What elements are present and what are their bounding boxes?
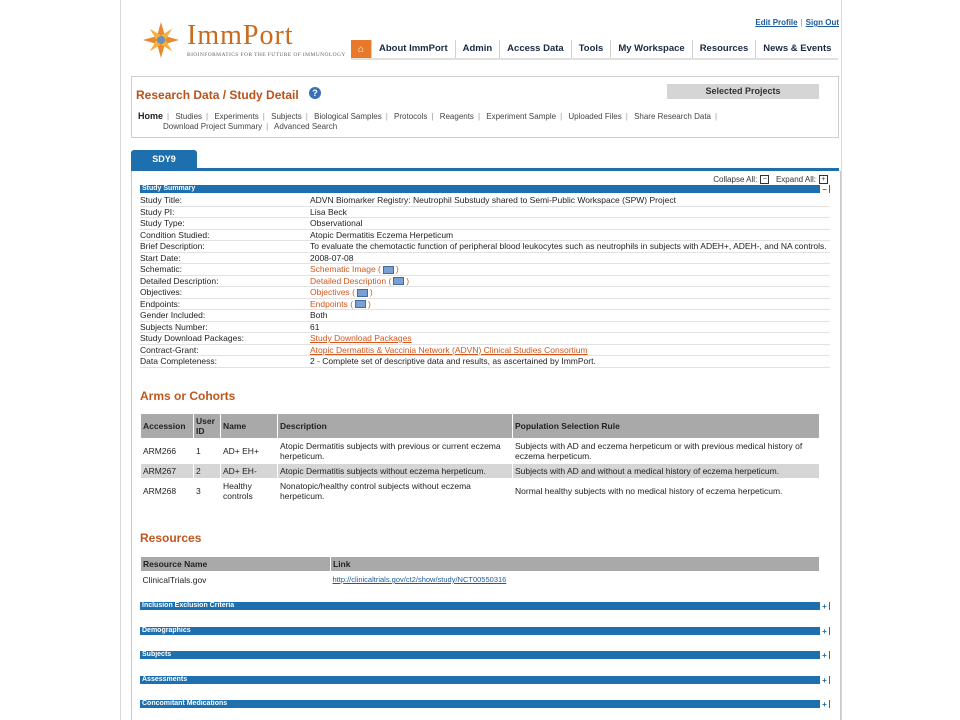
summary-value: 2008-07-08 [310, 252, 354, 263]
selected-projects-button[interactable]: Selected Projects [667, 84, 819, 99]
expand-section-icon[interactable]: + [820, 627, 829, 636]
study-summary [140, 195, 830, 368]
summary-key: Study Type: [140, 218, 185, 228]
section-bar-inclusion-exclusion[interactable] [140, 602, 830, 610]
subnav-studies[interactable]: Studies [175, 112, 203, 121]
nav-access-data[interactable]: Access Data [499, 40, 571, 58]
nav-news-events[interactable]: News & Events [755, 40, 838, 58]
nav-admin[interactable]: Admin [455, 40, 500, 58]
summary-value [310, 333, 830, 344]
section-bar-subjects[interactable] [140, 651, 830, 659]
study-summary-header[interactable] [140, 185, 830, 193]
table-row [141, 479, 820, 504]
summary-key: Schematic: [140, 264, 183, 274]
arms-section-title: Arms or Cohorts [140, 389, 236, 403]
nav-about[interactable]: About ImmPort [371, 40, 455, 58]
subnav-protocols[interactable]: Protocols [394, 112, 428, 121]
expand-section-icon[interactable]: + [820, 700, 829, 709]
summary-row [140, 230, 830, 242]
summary-key: Objectives: [140, 287, 183, 297]
table-row [141, 439, 820, 464]
col-link: Link [331, 557, 820, 572]
cell: Normal healthy subjects with no medical history of eczema herpeticum. [513, 479, 820, 504]
summary-key: Brief Description: [140, 241, 205, 251]
table-row [141, 572, 820, 588]
table-row [141, 464, 820, 479]
col-description: Description [278, 414, 513, 439]
cell: 2 [194, 464, 221, 479]
study-summary-title: Study Summary [142, 185, 196, 192]
resources-header-row [141, 557, 820, 572]
summary-value [310, 345, 830, 356]
summary-key: Endpoints: [140, 298, 181, 309]
summary-row [140, 218, 830, 230]
edit-profile-link[interactable]: Edit Profile [755, 18, 798, 27]
col-user-id: User ID [194, 414, 221, 439]
subnav-experiments[interactable]: Experiments [214, 112, 259, 121]
resources-table [140, 556, 820, 587]
arms-table [140, 413, 820, 504]
summary-key: Data Completeness: [140, 356, 218, 366]
summary-row [140, 276, 830, 288]
summary-value: To evaluate the chemotactic function of peripheral blood leukocytes such as neutrophils in subjects with ADEH+, ADEH-, and NA controls. [310, 241, 827, 251]
summary-row [140, 207, 830, 219]
cell: ARM267 [141, 464, 194, 479]
account-links [755, 18, 839, 27]
document-icon[interactable] [383, 266, 394, 274]
expand-all-label: Expand All: [775, 175, 816, 184]
col-accession: Accession [141, 414, 194, 439]
subnav-uploaded-files[interactable]: Uploaded Files [568, 112, 622, 121]
summary-value: 2 - Complete set of descriptive data and results, as ascertained by ImmPort. [310, 356, 596, 366]
endpoints-link[interactable]: Endpoints [310, 298, 348, 309]
section-title: Concomitant Medications [142, 700, 228, 707]
col-name: Name [221, 414, 278, 439]
research-subnav: Home | Studies | Experiments | Subjects | Biological Samples | Protocols | Reagents | Experiment Sample | Uploaded Files | Share Research Data | Download Project Summary | Advanced Search [138, 111, 718, 131]
logo-tagline: BIOINFORMATICS FOR THE FUTURE OF IMMUNOLOGY [187, 52, 346, 58]
nav-my-workspace[interactable]: My Workspace [610, 40, 691, 58]
document-icon[interactable] [393, 277, 404, 285]
cell: 3 [194, 479, 221, 504]
cell: AD+ EH+ [221, 439, 278, 464]
document-icon[interactable] [357, 289, 368, 297]
col-resource-name: Resource Name [141, 557, 331, 572]
cell: ClinicalTrials.gov [142, 574, 207, 585]
summary-key: Condition Studied: [140, 229, 210, 240]
objectives-link[interactable]: Objectives [310, 287, 350, 297]
cell: Atopic Dermatitis subjects without eczema herpeticum. [278, 464, 513, 479]
summary-key: Detailed Description: [140, 275, 219, 286]
subnav-subjects[interactable]: Subjects [271, 112, 302, 121]
section-bar-demographics[interactable] [140, 627, 830, 635]
immport-logo[interactable] [141, 18, 346, 62]
expand-all-icon[interactable]: + [819, 175, 828, 184]
col-population-rule: Population Selection Rule [513, 414, 820, 439]
summary-key: Start Date: [140, 252, 181, 263]
subnav-share-research-data[interactable]: Share Research Data [634, 112, 711, 121]
cell: ARM266 [141, 439, 194, 464]
summary-row [140, 195, 830, 207]
cell: Nonatopic/healthy control subjects without eczema herpeticum. [278, 479, 513, 504]
summary-value: Objectives ( ) [310, 287, 373, 297]
research-data-panel [131, 76, 839, 138]
study-content [131, 171, 841, 720]
main-nav [351, 40, 838, 60]
summary-row [140, 333, 830, 345]
expand-section-icon[interactable]: + [820, 651, 829, 660]
subnav-home[interactable]: Home [138, 111, 164, 121]
summary-value: Detailed Description ( ) [310, 275, 410, 286]
summary-row [140, 287, 830, 299]
section-title: Inclusion Exclusion Criteria [142, 602, 235, 609]
contract-grant-link[interactable]: Atopic Dermatitis & Vaccinia Network (ADVN) Clinical Studies Consortium [310, 344, 588, 355]
nav-resources[interactable]: Resources [692, 40, 756, 58]
study-download-packages-link[interactable]: Study Download Packages [310, 333, 412, 343]
page-title: Research Data / Study Detail [136, 88, 299, 102]
cell [331, 572, 820, 588]
summary-value: 61 [310, 321, 320, 332]
summary-value: Both [310, 310, 328, 320]
collapse-section-icon[interactable]: − [820, 185, 829, 194]
section-bar-assessments[interactable] [140, 676, 830, 684]
tab-sdy9[interactable]: SDY9 [131, 150, 197, 168]
section-title: Assessments [142, 676, 188, 683]
section-title: Demographics [142, 627, 191, 634]
summary-row [140, 264, 830, 276]
clinicaltrials-link[interactable]: http://clinicaltrials.gov/ct2/show/study/NCT00550316 [332, 575, 507, 584]
subnav-download-project-summary[interactable]: Download Project Summary [163, 122, 263, 131]
cell: ARM268 [141, 479, 194, 504]
home-icon[interactable]: ⌂ [351, 40, 371, 58]
collapse-expand-controls [713, 175, 828, 184]
section-bar-concomitant-medications[interactable] [140, 700, 830, 708]
subnav-reagents[interactable]: Reagents [439, 112, 474, 121]
arms-header-row [141, 414, 820, 439]
summary-value: Endpoints ( ) [310, 298, 371, 309]
cell: Subjects with AD and without a medical history of eczema herpeticum. [513, 464, 820, 479]
subnav-advanced-search[interactable]: Advanced Search [274, 122, 338, 131]
summary-row [140, 356, 830, 368]
nav-tools[interactable]: Tools [571, 40, 611, 58]
cell: Healthy controls [221, 479, 278, 504]
summary-key: Study Title: [140, 195, 183, 205]
summary-row [140, 310, 830, 322]
summary-value: Schematic Image ( ) [310, 264, 399, 274]
summary-row [140, 241, 830, 253]
study-tab-bar [131, 150, 839, 171]
page [120, 0, 842, 720]
summary-value: Observational [310, 218, 363, 228]
cell: AD+ EH- [221, 464, 278, 479]
subnav-biological-samples[interactable]: Biological Samples [314, 112, 382, 121]
schematic-link[interactable]: Schematic Image [310, 264, 376, 274]
summary-key: Subjects Number: [140, 321, 208, 332]
collapse-all-label: Collapse All: [713, 175, 758, 184]
resources-section-title: Resources [140, 531, 202, 545]
cell: Atopic Dermatitis subjects with previous or current eczema herpeticum. [278, 439, 513, 464]
subnav-experiment-sample[interactable]: Experiment Sample [486, 112, 557, 121]
summary-value: Lisa Beck [310, 206, 347, 217]
logo-star-icon [141, 20, 181, 60]
document-icon[interactable] [355, 300, 366, 308]
summary-row [140, 299, 830, 311]
summary-row [140, 345, 830, 357]
expand-section-icon[interactable]: + [820, 602, 829, 611]
logo-name: ImmPort [187, 20, 294, 51]
summary-row [140, 322, 830, 334]
section-title: Subjects [142, 651, 172, 658]
summary-key: Study PI: [140, 206, 175, 217]
cell: 1 [194, 439, 221, 464]
collapse-all-icon[interactable]: − [760, 175, 769, 184]
expand-section-icon[interactable]: + [820, 676, 829, 685]
detailed-description-link[interactable]: Detailed Description [310, 275, 387, 286]
help-icon[interactable]: ? [309, 87, 321, 99]
summary-key: Study Download Packages: [140, 333, 244, 343]
summary-value: ADVN Biomarker Registry: Neutrophil Substudy shared to Semi-Public Workspace (SPW) Project [310, 195, 676, 205]
link-separator: | [800, 18, 803, 27]
summary-key: Gender Included: [140, 310, 206, 320]
summary-row [140, 253, 830, 265]
summary-key: Contract-Grant: [140, 344, 199, 355]
sign-out-link[interactable]: Sign Out [805, 18, 839, 27]
summary-value: Atopic Dermatitis Eczema Herpeticum [310, 229, 454, 240]
cell: Subjects with AD and eczema herpeticum or with previous medical history of eczema herpeticum. [513, 439, 820, 464]
